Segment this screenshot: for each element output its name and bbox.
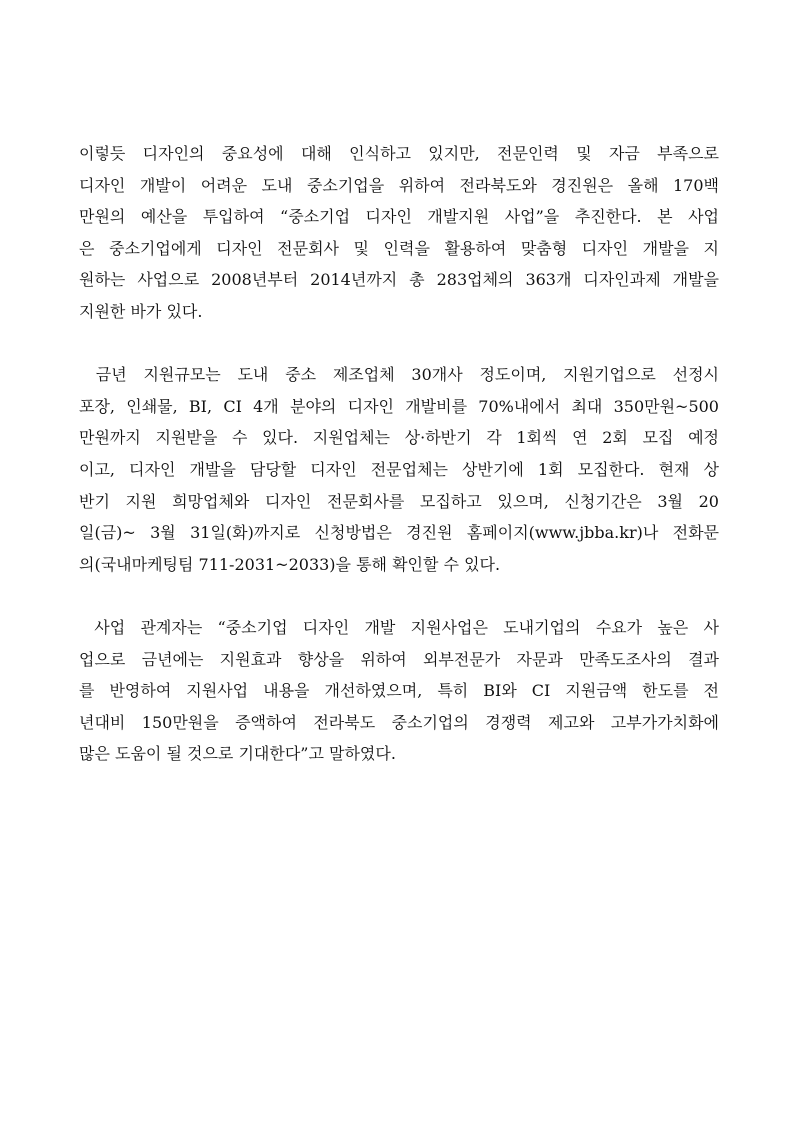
text-line: 일(금)~ 3월 31일(화)까지로 신청방법은 경진원 홈페이지(www.jbba.kr)나 전화문 [79,523,719,543]
text-line: 금년 지원규모는 도내 중소 제조업체 30개사 정도이며, 지원기업으로 선정시 [79,365,719,385]
text-line: 만원의 예산을 투입하여 “중소기업 디자인 개발지원 사업”을 추진한다. 본 사업 [79,207,719,227]
paragraph-1 [79,138,719,328]
text-line: 포장, 인쇄물, BI, CI 4개 분야의 디자인 개발비를 70%내에서 최대 350만원~500 [79,396,719,416]
text-line: 지원한 바가 있다. [79,301,203,321]
text-line: 만원까지 지원받을 수 있다. 지원업체는 상·하반기 각 1회씩 연 2회 모집 예정 [79,428,719,448]
paragraph-gap [79,580,719,612]
document-body [79,138,719,770]
paragraph-3 [79,612,719,770]
text-line: 업으로 금년에는 지원효과 향상을 위하여 외부전문가 자문과 만족도조사의 결과 [79,649,719,669]
text-line: 를 반영하여 지원사업 내용을 개선하였으며, 특히 BI와 CI 지원금액 한도를 전 [79,681,719,701]
text-line: 디자인 개발이 어려운 도내 중소기업을 위하여 전라북도와 경진원은 올해 170백 [79,175,719,195]
text-line: 많은 도움이 될 것으로 기대한다”고 말하였다. [79,744,396,764]
text-line: 이렇듯 디자인의 중요성에 대해 인식하고 있지만, 전문인력 및 자금 부족으로 [79,144,719,163]
text-line: 은 중소기업에게 디자인 전문회사 및 인력을 활용하여 맞춤형 디자인 개발을 지 [79,238,719,258]
text-line: 원하는 사업으로 2008년부터 2014년까지 총 283업체의 363개 디자인과제 개발을 [79,270,719,290]
text-line: 사업 관계자는 “중소기업 디자인 개발 지원사업은 도내기업의 수요가 높은 사 [79,617,719,637]
paragraph-2 [79,359,719,580]
text-line: 년대비 150만원을 증액하여 전라북도 중소기업의 경쟁력 제고와 고부가가치화에 [79,712,719,732]
text-line: 반기 지원 희망업체와 디자인 전문회사를 모집하고 있으며, 신청기간은 3월 20 [79,491,719,511]
paragraph-gap [79,328,719,360]
text-line: 이고, 디자인 개발을 담당할 디자인 전문업체는 상반기에 1회 모집한다. 현재 상 [79,459,719,479]
text-line: 의(국내마케팅팀 711-2031~2033)을 통해 확인할 수 있다. [79,554,501,574]
